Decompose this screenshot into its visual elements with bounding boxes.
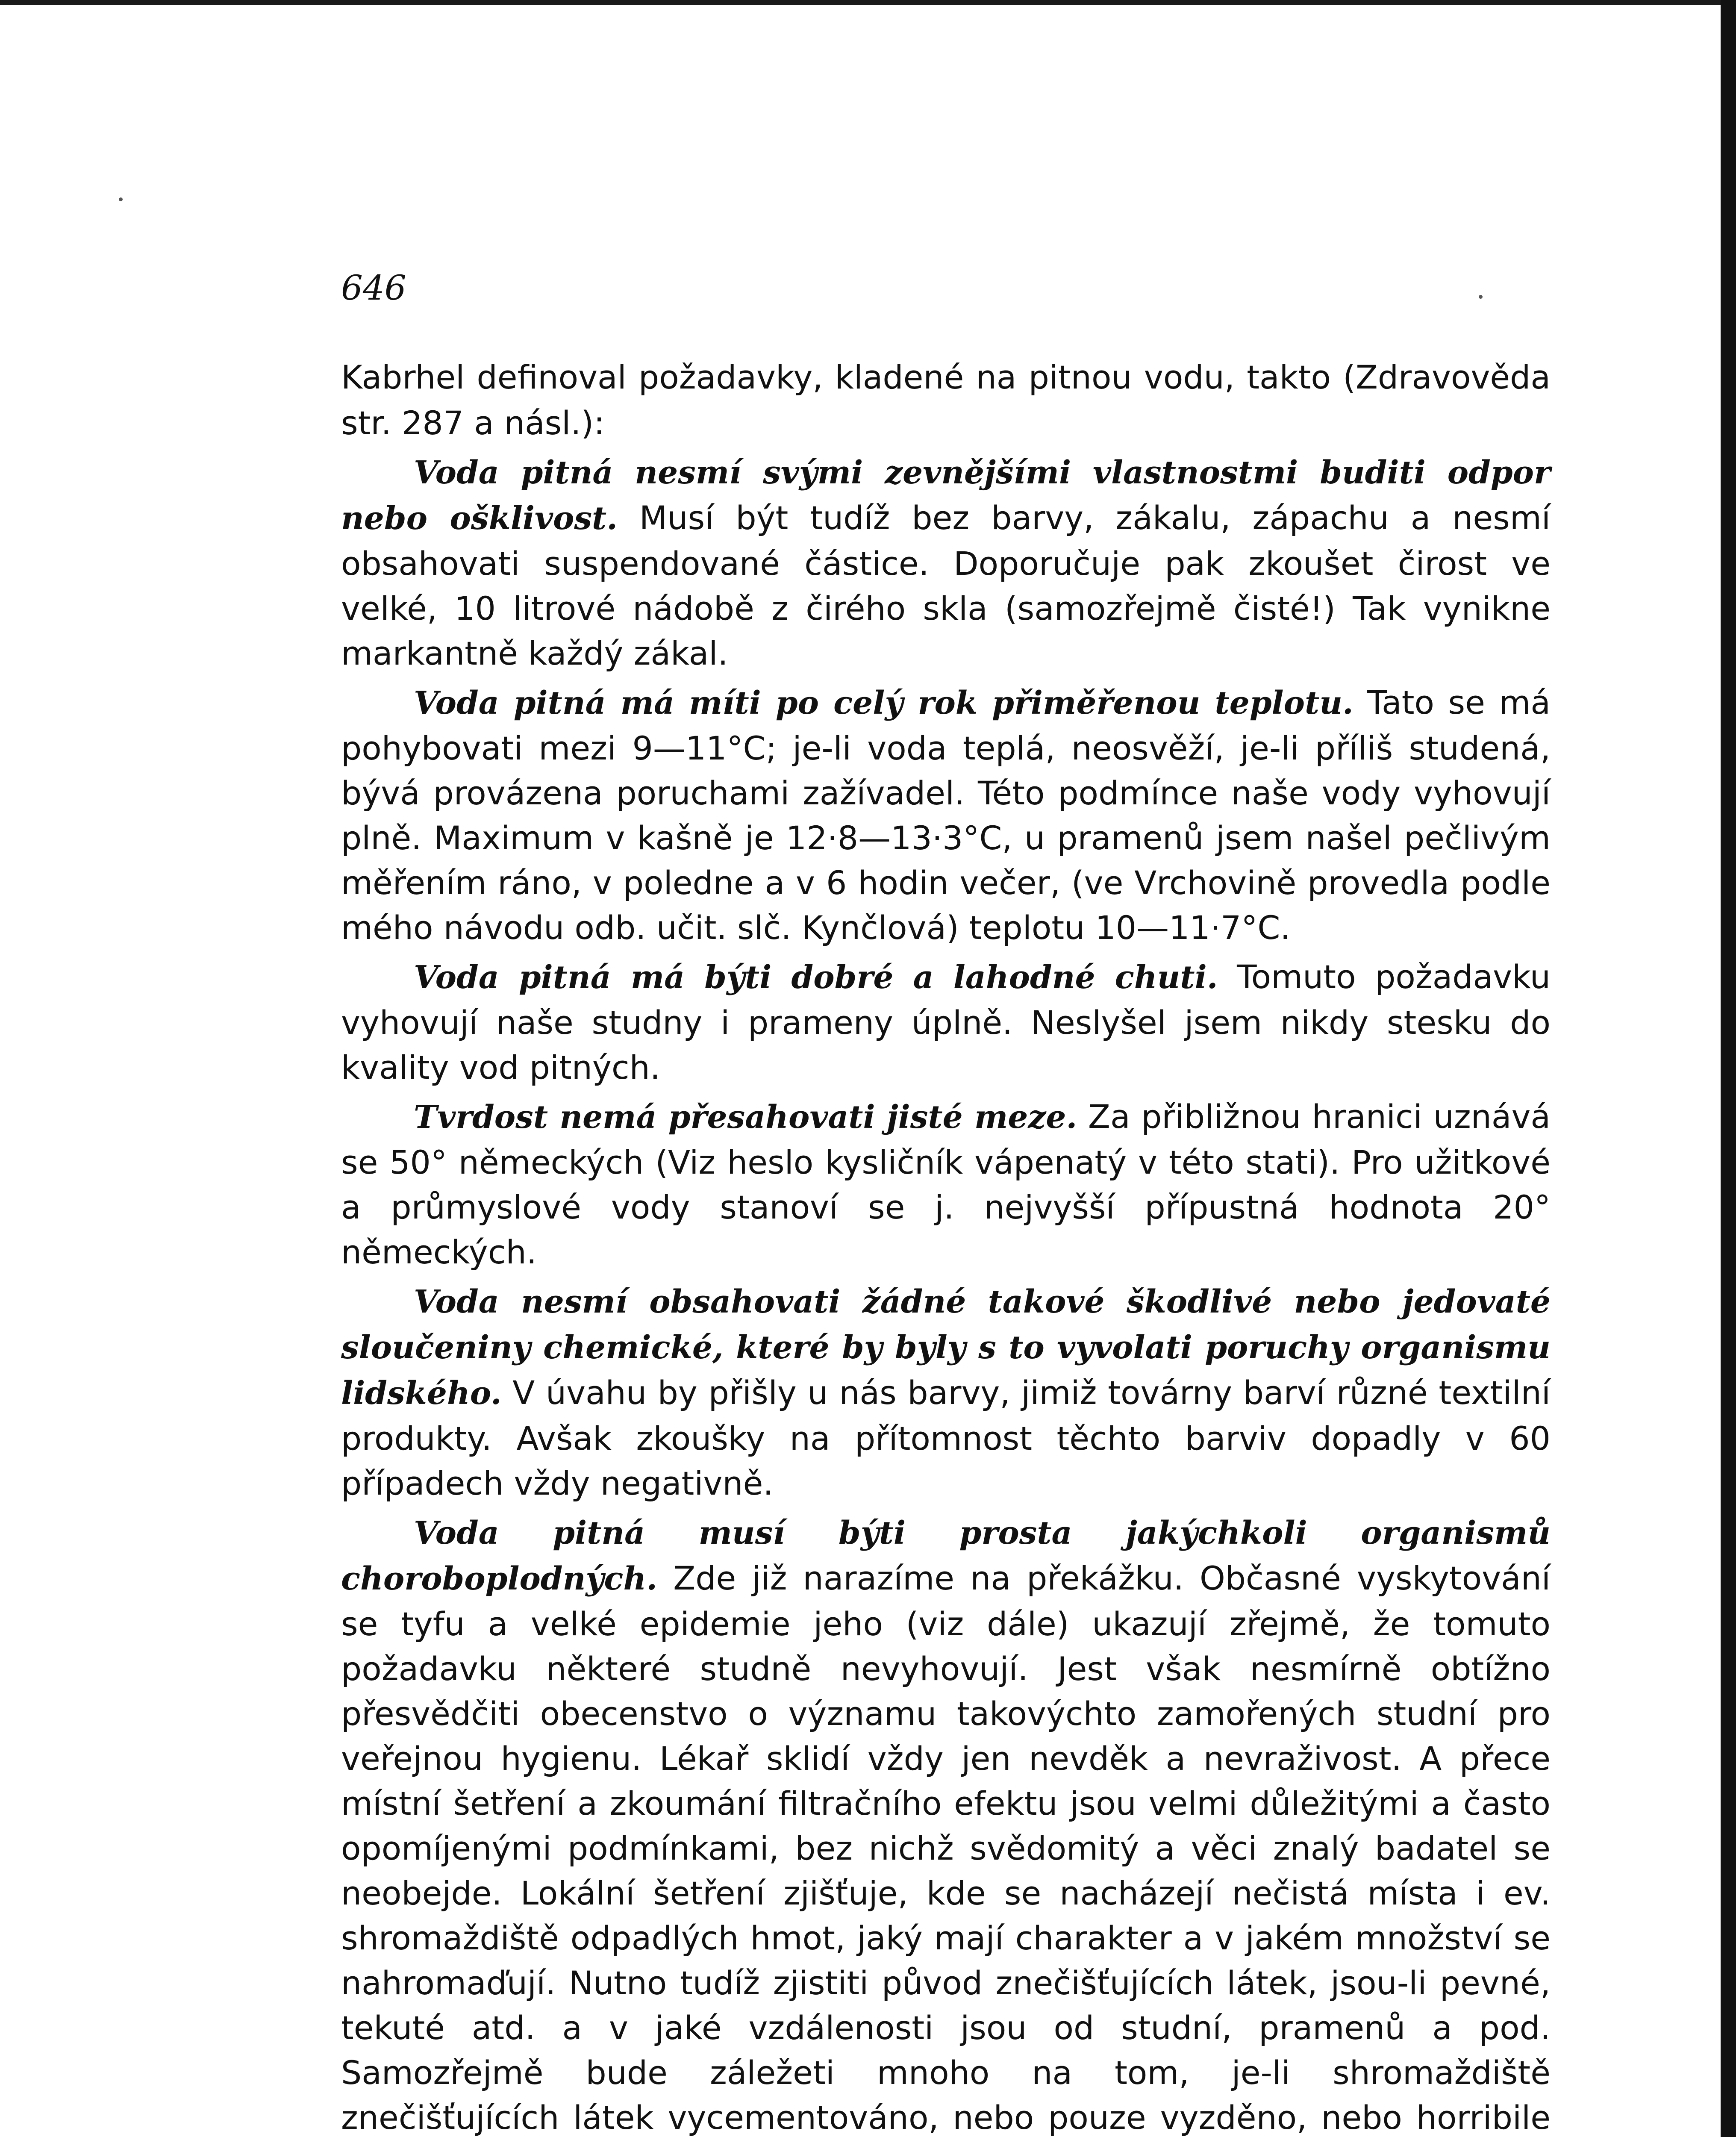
paragraph-lead: Voda pitná nesmí svými zevnějšími vlastnostmi buditi odpor nebo ošklivost. [341, 454, 1551, 537]
paragraph-lead: Voda pitná musí býti prosta jakýchkoli organismů choroboplodných. [341, 1515, 1551, 1597]
paragraph-lead: Tvrdost nemá přesahovati jisté meze. [414, 1099, 1077, 1136]
paragraph-body: Za přibližnou hranici uznává se 50° německých (Viz heslo kysličník vápenatý v této stati). Pro užitkové a průmyslové vody stanoví se j. nejvyšší přípustná hodnota 20° německých. [341, 1098, 1551, 1271]
scan-speck [1479, 295, 1483, 299]
paragraph-body: Kabrhel definoval požadavky, kladené na pitnou vodu, takto (Zdravověda str. 287 a násl.): [341, 358, 1551, 442]
paragraph-appearance [341, 450, 1551, 676]
paragraph-body: Tomuto požadavku vyhovují naše studny i prameny úplně. Neslyšel jsem nikdy stesku do kvality vod pitných. [341, 958, 1551, 1086]
paragraph-lead: Voda pitná má býti dobré a lahodné chuti. [414, 959, 1218, 996]
paragraph-hardness [341, 1094, 1551, 1275]
paragraph-body: Tato se má pohybovati mezi 9—11°C; je-li voda teplá, neosvěží, je-li příliš studená, bývá provázena poruchami zažívadel. Této podmínce naše vody vyhovují plně. Maximum v kašně je 12·8—13·3°C, u pramenů jsem našel pečlivým měřením ráno, v poledne a v 6 hodin večer, (ve Vrchovině provedla podle mého návodu odb. učit. slč. Kynčlová) teplotu 10—11·7°C. [341, 683, 1551, 947]
paragraph-taste [341, 954, 1551, 1090]
page-number: 646 [341, 268, 406, 308]
paragraph-lead: Voda pitná má míti po celý rok přiměřenou teplotu. [414, 685, 1353, 721]
paragraph-body: V úvahu by přišly u nás barvy, jimiž továrny barví různé textilní produkty. Avšak zkoušky na přítomnost těchto barviv dopadly v 60 případech vždy negativně. [341, 1374, 1551, 1502]
paragraph-pathogens [341, 1510, 1551, 2137]
scan-edge-top [0, 0, 1736, 5]
paragraph-body: Zde již narazíme na překážku. Občasné vyskytování se tyfu a velké epidemie jeho (viz dále) ukazují zřejmě, že tomuto požadavku některé studně nevyhovují. Jest však nesmírně obtížno přesvědčiti obecenstvo o významu takovýchto zamořených studní pro veřejnou hygienu. Lékař sklidí vždy jen nevděk a nevraživost. A přece místní šetření a zkoumání filtračního efektu jsou velmi důležitými a často opomíjenými podmínkami, bez nichž svědomitý a věci znalý badatel se neobejde. Lokální šetření zjišťuje, kde se nacházejí nečistá místa i ev. shromaždiště odpadlých hmot, jaký mají charakter a v jakém množství se nahromaďují. Nutno tudíž zjistiti původ znečišťujících látek, jsou-li pevné, tekuté atd. a v jaké vzdálenosti jsou od studní, pramenů a pod. Samozřejmě bude záležeti mnoho na tom, je-li shromaždiště znečišťujících látek vycementováno, nebo pouze vyzděno, nebo horribile [341, 1559, 1551, 2137]
paragraph-intro [341, 355, 1551, 445]
paragraph-chemicals [341, 1279, 1551, 1506]
paragraph-temperature [341, 680, 1551, 950]
paragraph-body: Musí být tudíž bez barvy, zákalu, zápachu a nesmí obsahovati suspendované částice. Doporučuje pak zkoušet čirost ve velké, 10 litrové nádobě z čirého skla (samozřejmě čisté!) Tak vynikne markantně každý zákal. [341, 499, 1551, 672]
body-text [341, 355, 1551, 2137]
scan-speck [119, 197, 123, 201]
paragraph-lead: Voda nesmí obsahovati žádné takové škodlivé nebo jedovaté sloučeniny chemické, které by byly s to vyvolati poruchy organismu lidského. [341, 1283, 1551, 1412]
scan-edge-right [1721, 0, 1736, 2137]
